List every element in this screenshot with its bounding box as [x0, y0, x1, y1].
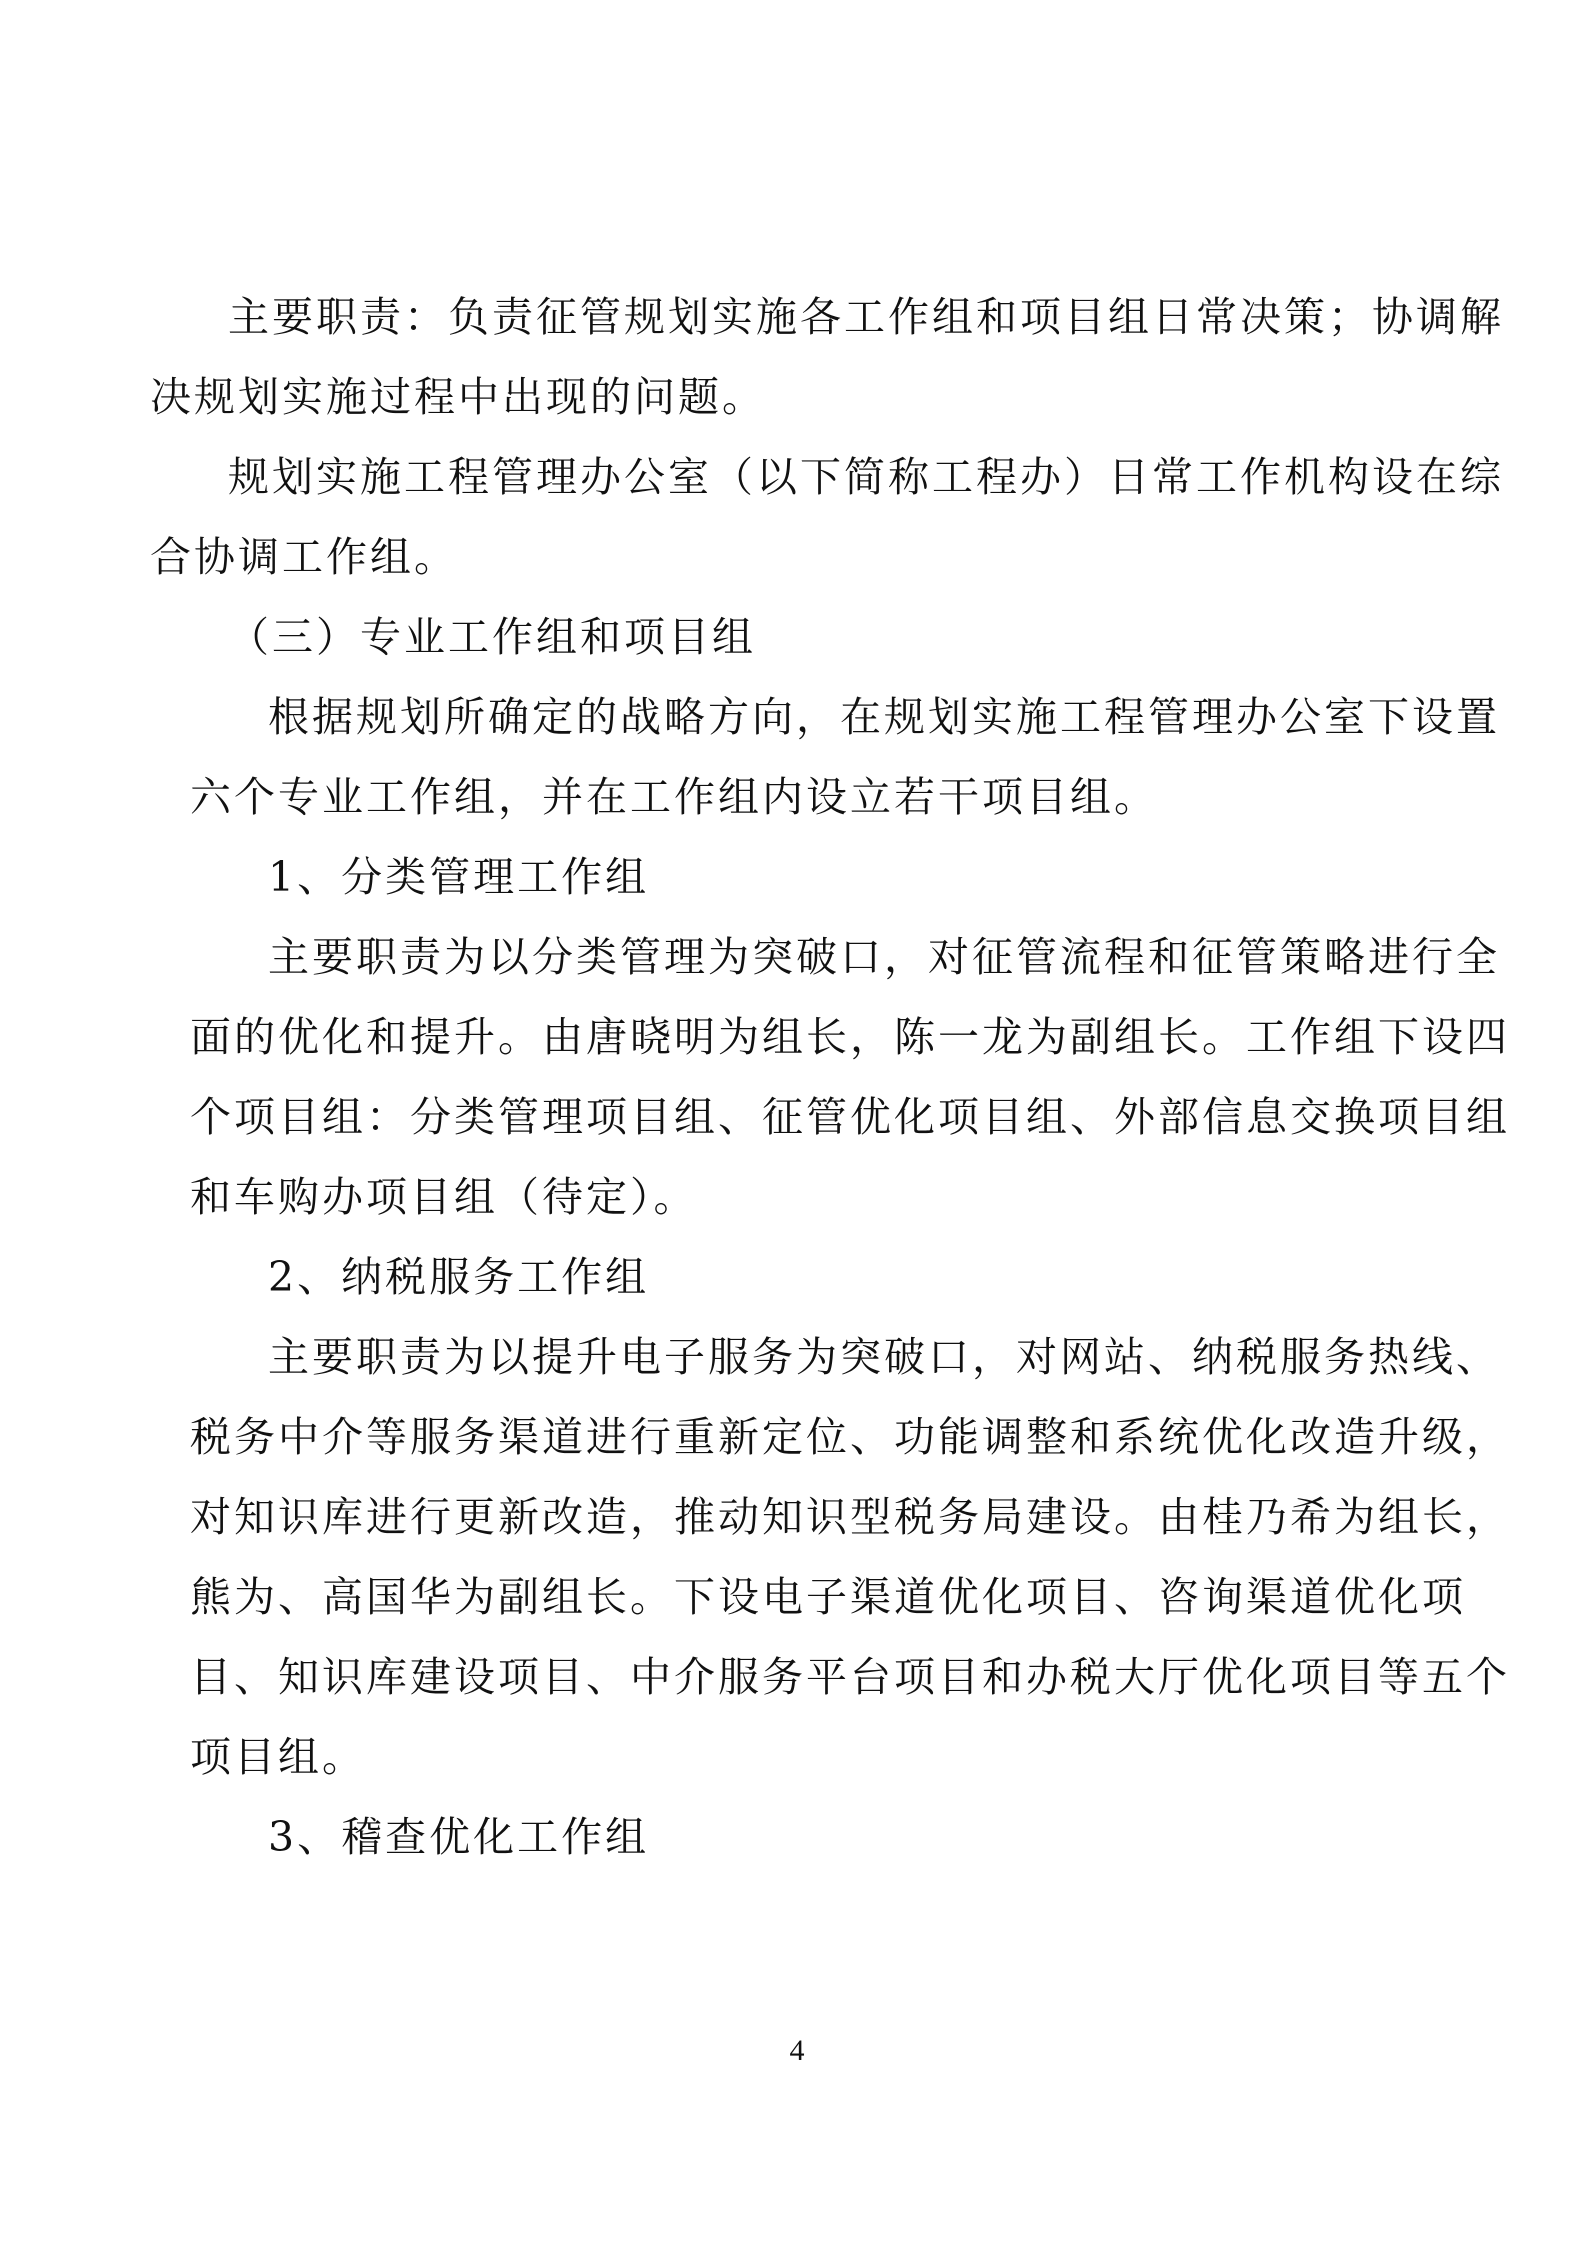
text-line: 项目组。	[190, 1733, 366, 1781]
text-line: 个项目组：分类管理项目组、征管优化项目组、外部信息交换项目组	[190, 1093, 1510, 1141]
text-line: 根据规划所确定的战略方向，在规划实施工程管理办公室下设置	[268, 693, 1500, 741]
text-line: 面的优化和提升。由唐晓明为组长，陈一龙为副组长。工作组下设四	[190, 1013, 1510, 1061]
subsection-heading: 3、稽查优化工作组	[268, 1813, 650, 1861]
text-line: 目、知识库建设项目、中介服务平台项目和办税大厅优化项目等五个	[190, 1653, 1510, 1701]
text-line: 六个专业工作组，并在工作组内设立若干项目组。	[190, 773, 1158, 821]
text-line: 规划实施工程管理办公室（以下简称工程办）日常工作机构设在综	[228, 453, 1504, 501]
text-line: 合协调工作组。	[150, 533, 458, 581]
text-line: 和车购办项目组（待定）。	[190, 1173, 698, 1221]
subsection-heading: 1、分类管理工作组	[268, 853, 650, 901]
text-line: 主要职责为以分类管理为突破口，对征管流程和征管策略进行全	[268, 933, 1500, 981]
section-heading: （三）专业工作组和项目组	[228, 613, 756, 661]
text-line: 熊为、高国华为副组长。下设电子渠道优化项目、咨询渠道优化项	[190, 1573, 1466, 1621]
text-line: 对知识库进行更新改造，推动知识型税务局建设。由桂乃希为组长，	[190, 1493, 1510, 1541]
text-line: 决规划实施过程中出现的问题。	[150, 373, 766, 421]
text-line: 主要职责：负责征管规划实施各工作组和项目组日常决策；协调解	[228, 293, 1504, 341]
text-line: 税务中介等服务渠道进行重新定位、功能调整和系统优化改造升级，	[190, 1413, 1510, 1461]
subsection-heading: 2、纳税服务工作组	[268, 1253, 650, 1301]
text-line: 主要职责为以提升电子服务为突破口，对网站、纳税服务热线、	[268, 1333, 1500, 1381]
page-number: 4	[789, 2034, 805, 2067]
